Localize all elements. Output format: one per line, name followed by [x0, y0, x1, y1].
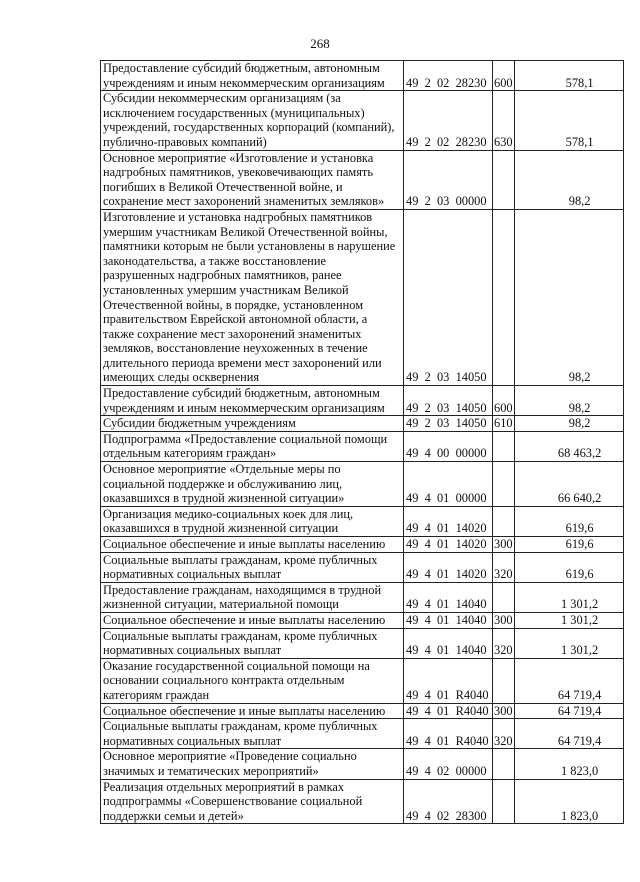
- row-name-line: категориям граждан: [103, 687, 210, 702]
- row-expense-type: [493, 431, 515, 461]
- row-sum: 1 823,0: [561, 808, 599, 823]
- row-sum: 1 823,0: [561, 763, 599, 778]
- row-name-line: Предоставление субсидий бюджетным, автономным: [103, 61, 380, 75]
- row-sum-cell: [514, 506, 623, 536]
- row-name: [101, 658, 404, 703]
- table-row: [101, 209, 624, 385]
- row-sum-cell: [514, 209, 623, 385]
- row-expense-type: [493, 506, 515, 536]
- row-expense-type: 300: [494, 703, 513, 718]
- row-sum: 1 301,2: [561, 643, 599, 658]
- table-row: [101, 537, 624, 553]
- row-sum: 98,2: [568, 370, 591, 385]
- row-code: 49 2 03 14050: [404, 416, 493, 432]
- row-name: [101, 719, 404, 749]
- row-name-line: также сохранение мест захоронений знаменитых: [103, 326, 362, 341]
- row-expense-type: 320: [493, 552, 515, 582]
- row-code: 49 4 01 14040: [404, 612, 493, 628]
- row-name-line: Субсидии бюджетным учреждениям: [103, 416, 296, 431]
- row-sum-cell: [514, 386, 623, 416]
- row-name-line: земляков, восстановление неухоженных в течение: [103, 341, 368, 356]
- row-name: [101, 628, 404, 658]
- table-row: [101, 386, 624, 416]
- row-name: [101, 703, 404, 719]
- row-expense-type: 630: [493, 91, 515, 150]
- row-name-line: Предоставление субсидий бюджетным, автономным: [103, 386, 380, 401]
- table-row: [101, 91, 624, 150]
- row-name-line: отдельным категориям граждан»: [103, 446, 277, 461]
- row-name-line: Основное мероприятие «Отдельные меры по: [103, 462, 341, 477]
- row-sum-cell: [514, 61, 623, 91]
- row-name-line: сохранение мест захоронений знаменитых земляков»: [103, 194, 385, 209]
- table-row: [101, 506, 624, 536]
- row-name: [101, 537, 404, 553]
- row-name-line: Социальные выплаты гражданам, кроме публичных: [103, 719, 378, 734]
- table-row: [101, 552, 624, 582]
- row-name: [101, 416, 404, 432]
- row-name: [101, 582, 404, 612]
- row-expense-type: [493, 582, 515, 612]
- row-sum: 619,6: [565, 567, 594, 582]
- row-name-line: законодательства, а также восстановление: [103, 253, 326, 268]
- row-sum: 66 640,2: [557, 491, 602, 506]
- table-row: [101, 703, 624, 719]
- row-code: 49 4 01 14040: [404, 582, 493, 612]
- row-code: 49 4 02 28300: [404, 779, 493, 824]
- row-name-line: Социальные выплаты гражданам, кроме публичных: [103, 628, 378, 643]
- table-row: [101, 431, 624, 461]
- table-row: [101, 749, 624, 779]
- row-name-line: Предоставление гражданам, находящимся в трудной: [103, 582, 382, 597]
- row-code: 49 2 02 28230: [404, 61, 493, 91]
- row-name-line: установленных умершим участникам Великой: [103, 282, 349, 297]
- row-code: 49 2 03 14050: [404, 209, 493, 385]
- row-code: 49 4 01 14020: [404, 537, 493, 553]
- row-expense-type: [493, 209, 515, 385]
- row-expense-type: [493, 658, 515, 703]
- row-expense-type: 320: [493, 719, 515, 749]
- row-code: 49 4 02 00000: [404, 749, 493, 779]
- row-name-line: исключением государственных (муниципальных): [103, 105, 365, 120]
- row-sum: 98,2: [568, 400, 591, 415]
- row-sum-cell: [514, 552, 623, 582]
- row-name: [101, 462, 404, 507]
- row-sum: 64 719,4: [557, 733, 602, 748]
- row-name: [101, 150, 404, 209]
- row-expense-type: 300: [494, 537, 513, 551]
- table-row: [101, 658, 624, 703]
- row-name-line: учреждениям и иным некоммерческим организациям: [103, 400, 385, 415]
- row-name-line: нормативных социальных выплат: [103, 643, 282, 658]
- table-row: [101, 462, 624, 507]
- row-name-line: имеющих следы осквернения: [103, 370, 260, 385]
- row-name-line: Социальное обеспечение и иные выплаты населению: [103, 612, 386, 627]
- row-sum-cell: [514, 612, 623, 628]
- row-code: 49 2 03 14050: [404, 386, 493, 416]
- row-name-line: Основное мероприятие «Изготовление и установка: [103, 150, 374, 165]
- row-expense-type: 320: [493, 628, 515, 658]
- row-sum: 64 719,4: [557, 687, 602, 702]
- row-sum-cell: [514, 779, 623, 824]
- row-name: [101, 749, 404, 779]
- row-name-line: подпрограммы «Совершенствование социальной: [103, 794, 363, 809]
- row-name-line: публично-правовых компаний): [103, 134, 267, 149]
- row-code: 49 4 01 R4040: [404, 658, 493, 703]
- row-name: [101, 209, 404, 385]
- row-code: 49 4 01 R4040: [404, 719, 493, 749]
- row-name-line: поддержки семьи и детей»: [103, 808, 244, 823]
- row-name-line: нормативных социальных выплат: [103, 733, 282, 748]
- table-row: [101, 628, 624, 658]
- row-code: 49 4 01 14020: [404, 552, 493, 582]
- row-name-line: Организация медико-социальных коек для лиц,: [103, 506, 354, 521]
- row-name-line: Субсидии некоммерческим организациям (за: [103, 91, 341, 106]
- row-name: [101, 552, 404, 582]
- row-code: 49 4 01 14040: [404, 628, 493, 658]
- row-sum: 68 463,2: [557, 446, 602, 461]
- row-name: [101, 431, 404, 461]
- row-code: 49 2 02 28230: [404, 91, 493, 150]
- row-sum-cell: [514, 537, 623, 553]
- row-expense-type: [493, 462, 515, 507]
- row-name-line: нормативных социальных выплат: [103, 567, 282, 582]
- row-code: 49 4 01 R4040: [404, 703, 493, 719]
- row-sum: 619,6: [565, 537, 594, 551]
- row-expense-type: [493, 749, 515, 779]
- row-name-line: Оказание государственной социальной помощи на: [103, 658, 370, 673]
- row-name-line: оказавшихся в трудной жизненной ситуации: [103, 521, 339, 536]
- table-row: [101, 582, 624, 612]
- row-name-line: памятники которым не были установлены в нарушение: [103, 239, 396, 254]
- table-row: [101, 719, 624, 749]
- row-sum-cell: [514, 749, 623, 779]
- row-sum-cell: [514, 416, 623, 432]
- row-expense-type: 300: [494, 612, 513, 627]
- page-number: 268: [310, 36, 330, 51]
- row-expense-type: 610: [494, 416, 513, 431]
- row-name-line: учреждений, государственных корпораций (компаний),: [103, 120, 395, 135]
- row-name-line: Отечественной войны, в порядке, установленном: [103, 297, 364, 312]
- row-sum: 98,2: [568, 194, 591, 209]
- row-name-line: Изготовление и установка надгробных памятников: [103, 209, 373, 224]
- row-name-line: длительного периода времени мест захоронений или: [103, 355, 382, 370]
- row-name-line: основании социального контракта отдельным: [103, 673, 345, 688]
- row-name: [101, 386, 404, 416]
- row-code: 49 4 01 00000: [404, 462, 493, 507]
- row-sum-cell: [514, 431, 623, 461]
- table-row: [101, 416, 624, 432]
- row-name: [101, 91, 404, 150]
- row-sum-cell: [514, 91, 623, 150]
- row-sum: 1 301,2: [561, 597, 599, 612]
- row-sum: 578,1: [565, 75, 594, 90]
- row-sum: 64 719,4: [557, 703, 602, 718]
- row-name-line: правительством Еврейской автономной области, а: [103, 312, 368, 327]
- row-sum: 1 301,2: [561, 612, 599, 627]
- row-sum-cell: [514, 150, 623, 209]
- row-name-line: жизненной ситуации, материальной помощи: [103, 597, 339, 612]
- budget-table-body: [101, 61, 624, 824]
- row-name-line: разрушенных надгробных памятников, ранее: [103, 268, 342, 283]
- row-name-line: надгробных памятников, увековечивающих память: [103, 165, 373, 180]
- row-sum: 619,6: [565, 521, 594, 536]
- row-name-line: Подпрограмма «Предоставление социальной помощи: [103, 431, 388, 446]
- row-expense-type: 600: [493, 61, 515, 91]
- row-sum: 98,2: [568, 416, 591, 431]
- row-name-line: Социальные выплаты гражданам, кроме публичных: [103, 552, 378, 567]
- row-sum-cell: [514, 582, 623, 612]
- row-name-line: оказавшихся в трудной жизненной ситуации»: [103, 491, 345, 506]
- row-name: [101, 612, 404, 628]
- row-sum-cell: [514, 462, 623, 507]
- row-expense-type: 600: [493, 386, 515, 416]
- row-name: [101, 61, 404, 91]
- row-expense-type: [493, 150, 515, 209]
- row-name-line: значимых и тематических мероприятий»: [103, 763, 319, 778]
- row-name: [101, 506, 404, 536]
- table-row: [101, 150, 624, 209]
- table-row: [101, 779, 624, 824]
- row-code: 49 2 03 00000: [404, 150, 493, 209]
- row-name: [101, 779, 404, 824]
- row-code: 49 4 00 00000: [404, 431, 493, 461]
- row-code: 49 4 01 14020: [404, 506, 493, 536]
- table-row: [101, 612, 624, 628]
- row-name-line: социальной поддержке и обслуживанию лиц,: [103, 476, 343, 491]
- row-name-line: Основное мероприятие «Проведение социально: [103, 749, 357, 764]
- row-sum-cell: [514, 719, 623, 749]
- table-row: [101, 61, 624, 91]
- row-name-line: погибших в Великой Отечественной войне, и: [103, 179, 343, 194]
- row-sum-cell: [514, 658, 623, 703]
- row-name-line: умершим участникам Великой Отечественной войны,: [103, 224, 388, 239]
- row-sum: 578,1: [565, 134, 594, 149]
- row-sum-cell: [514, 703, 623, 719]
- row-name-line: Социальное обеспечение и иные выплаты населению: [103, 537, 386, 551]
- budget-table: [100, 60, 624, 824]
- row-sum-cell: [514, 628, 623, 658]
- row-name-line: учреждениям и иным некоммерческим организациям: [103, 75, 385, 90]
- row-name-line: Социальное обеспечение и иные выплаты населению: [103, 703, 386, 718]
- row-expense-type: [493, 779, 515, 824]
- row-name-line: Реализация отдельных мероприятий в рамках: [103, 779, 345, 794]
